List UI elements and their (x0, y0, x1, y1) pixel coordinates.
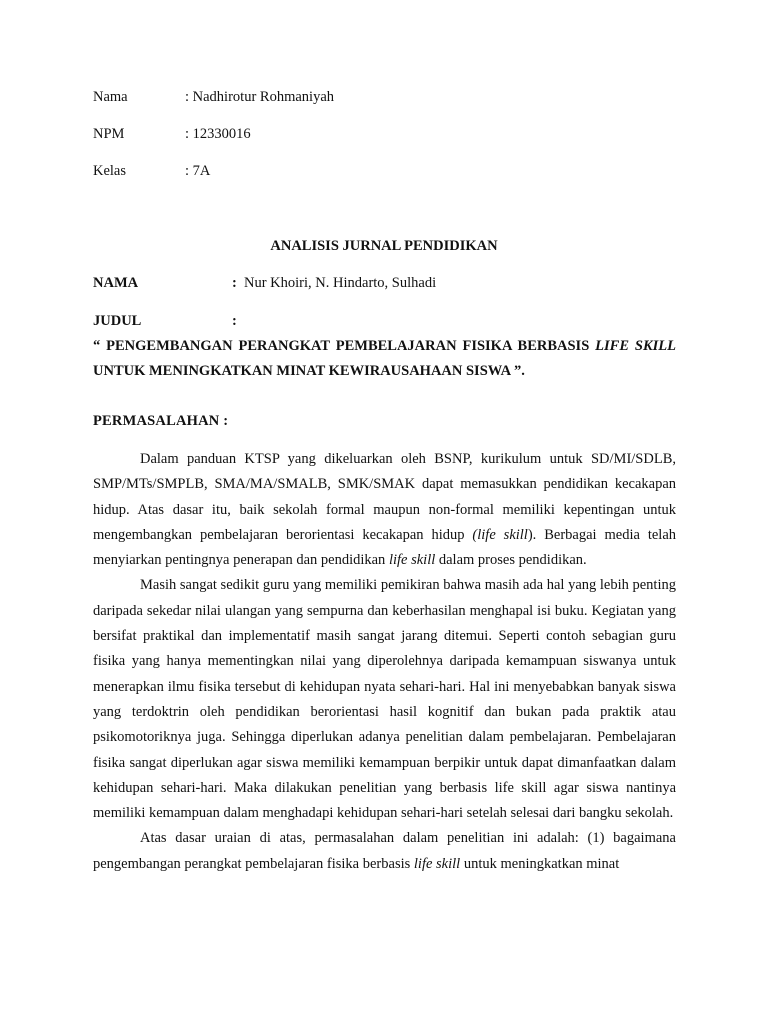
student-npm-label: NPM (93, 126, 125, 142)
judul-colon: : (232, 313, 237, 329)
journal-title (93, 334, 676, 384)
body-text (93, 447, 676, 877)
paragraph-2: Masih sangat sedikit guru yang memiliki pemikiran bahwa masih ada hal yang lebih penting daripada sekedar nilai ulangan yang sempurna dan keberhasilan menghapal isi buku. Kegiatan yang bersifat praktikal dan implementatif masih sangat jarang ditemui. Seperti contoh sebagian guru fisika yang hanya mementingkan nilai yang diperolehnya daripada kemampuan siswanya untuk menerapkan ilmu fisika tersebut di kehidupan nyata sehari-hari. Hal ini menyebabkan banyak siswa yang terdoktrin oleh pendidikan berorientasi hasil kognitif dan bukan pada praktik atau psikomotoriknya juga. Sehingga diperlukan adanya penelitian dalam pembelajaran. Pembelajaran fisika sangat diperlukan agar siswa memiliki kemampuan berpikir untuk dapat dimanfaatkan dalam kehidupan sehari-hari. Maka dilakukan penelitian yang berbasis life skill agar siswa nantinya memiliki kemampuan dalam menghadapi kehidupan sehari-hari setelah selesai dari bangku sekolah. (93, 577, 676, 822)
paragraph-3-text-a: Atas dasar uraian di atas, permasalahan dalam penelitian ini adalah: (1) bagaimana pengembangan perangkat pembelajaran fisika berbasis (93, 830, 676, 872)
title-row (93, 311, 676, 331)
judul-label: JUDUL (93, 313, 142, 329)
paragraph-3 (93, 826, 676, 877)
authors-label: NAMA (93, 275, 139, 291)
paragraph-1-italic-b: (life skill (472, 526, 528, 543)
student-name-label: Nama (93, 89, 128, 105)
journal-title-part1: “ PENGEMBANGAN PERANGKAT PEMBELAJARAN FISIKA BERBASIS (93, 338, 596, 354)
authors-colon: : (232, 275, 237, 291)
paragraph-3-text-c: untuk meningkatkan minat (460, 855, 620, 872)
authors-value: Nur Khoiri, N. Hindarto, Sulhadi (244, 275, 437, 291)
paragraph-3-italic-b: life skill (413, 855, 461, 872)
journal-title-part2: UNTUK MENINGKATKAN MINAT KEWIRAUSAHAAN SISWA ”. (93, 363, 525, 379)
paragraph-1 (93, 447, 676, 573)
document-title: ANALISIS JURNAL PENDIDIKAN (270, 238, 498, 254)
paragraph-1-text-e: dalam proses pendidikan. (435, 552, 587, 569)
student-class-value: : 7A (185, 163, 211, 179)
student-name-value: : Nadhirotur Rohmaniyah (185, 89, 335, 105)
section-heading: PERMASALAHAN : (93, 413, 229, 429)
student-npm-value: : 12330016 (185, 126, 251, 142)
student-class-label: Kelas (93, 163, 127, 179)
paragraph-1-italic-d: life skill (388, 552, 436, 569)
paragraph-1-text-a: Dalam panduan KTSP yang dikeluarkan oleh BSNP, kurikulum untuk SD/MI/SDLB, SMP/MTs/SMPLB, SMA/MA/SMALB, SMK/SMAK dapat memasukkan pendidikan kecakapan hidup. Atas dasar itu, baik sekolah formal maupun non-formal memiliki kepentingan untuk mengembangkan pembelajaran berorientasi kecakapan hidup (93, 451, 676, 543)
journal-title-italic: LIFE SKILL (595, 338, 677, 354)
authors-row (93, 273, 676, 293)
paragraph-1-text-c: ). Berbagai media telah menyiarkan pentingnya penerapan dan pendidikan (93, 526, 677, 569)
